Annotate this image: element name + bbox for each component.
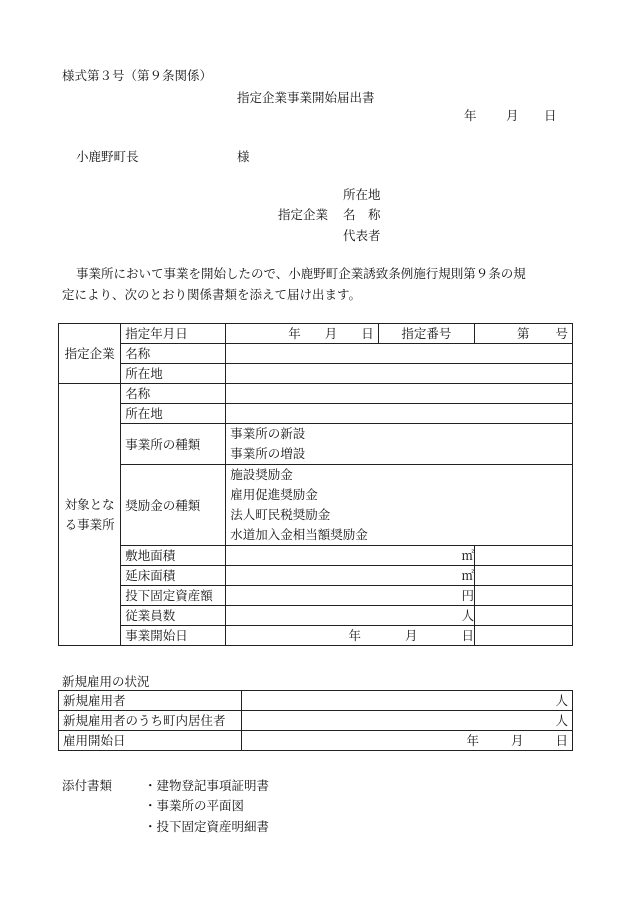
facility-name-label: 名称: [121, 384, 226, 404]
designation-no-value[interactable]: [475, 324, 573, 344]
employment-section-title: 新規雇用の状況: [62, 674, 150, 689]
dd-month: 月: [324, 326, 338, 341]
facility-address-value[interactable]: [226, 404, 573, 424]
fixed-assets-label: 投下固定資産額: [121, 586, 226, 606]
fixed-assets-unit: 円: [461, 588, 474, 603]
incentive-type-options: [226, 465, 573, 546]
fixed-assets-value[interactable]: [226, 586, 475, 606]
site-area-unit: ㎡: [461, 548, 474, 563]
company-name-value[interactable]: [226, 344, 573, 364]
no-suffix: 号: [555, 326, 568, 341]
employment-start-value[interactable]: [241, 731, 572, 751]
honorific: 様: [237, 149, 250, 164]
start-date-label: 事業開始日: [121, 626, 226, 646]
date-day: 日: [544, 108, 557, 123]
dd-day: 日: [361, 326, 374, 341]
date-month: 月: [506, 108, 519, 123]
start-month: 月: [404, 628, 418, 643]
employees-unit: 人: [461, 608, 474, 623]
floor-area-label: 延床面積: [121, 566, 226, 586]
new-hires-value[interactable]: [241, 691, 572, 711]
new-hires-unit: 人: [555, 693, 568, 708]
employees-value[interactable]: [226, 606, 475, 626]
start-date-extra: [475, 626, 573, 646]
start-year: 年: [348, 628, 361, 643]
incentive-option-water[interactable]: 水道加入金相当額奨励金: [230, 527, 368, 542]
attachment-item: ・建物登記事項証明書: [144, 778, 270, 793]
emp-year: 年: [466, 733, 479, 748]
no-prefix: 第: [517, 326, 530, 341]
business-type-label: 事業所の種類: [121, 424, 226, 465]
incentive-type-label: 奨励金の種類: [121, 465, 226, 546]
applicant-rep-label: 代表者: [343, 228, 381, 243]
site-area-extra: [475, 546, 573, 566]
employees-extra: [475, 606, 573, 626]
employment-start-label: 雇用開始日: [59, 731, 242, 751]
company-address-value[interactable]: [226, 364, 573, 384]
local-hires-unit: 人: [555, 713, 568, 728]
applicant-company-label: 指定企業: [278, 207, 329, 222]
facility-table: [58, 323, 573, 646]
incentive-option-employment[interactable]: 雇用促進奨励金: [230, 487, 318, 502]
business-option-new[interactable]: 事業所の新設: [230, 426, 306, 441]
body-line-2: 定により、次のとおり関係書類を添えて届け出ます。: [62, 287, 362, 302]
facility-group-line-2: る事業所: [64, 516, 115, 532]
applicant-name-label: 名 称: [343, 207, 381, 222]
company-name-label: 名称: [121, 344, 226, 364]
fixed-assets-extra: [475, 586, 573, 606]
employees-label: 従業員数: [121, 606, 226, 626]
addressee: 小鹿野町長: [76, 149, 139, 164]
floor-area-value[interactable]: [226, 566, 475, 586]
incentive-option-tax[interactable]: 法人町民税奨励金: [230, 507, 331, 522]
facility-name-value[interactable]: [226, 384, 573, 404]
attachment-item: ・事業所の平面図: [144, 798, 245, 813]
designated-date-label: 指定年月日: [121, 324, 226, 344]
floor-area-extra: [475, 566, 573, 586]
facility-address-label: 所在地: [121, 404, 226, 424]
employment-table: [58, 690, 573, 751]
start-day: 日: [461, 628, 474, 643]
local-hires-label: 新規雇用者のうち町内居住者: [59, 711, 242, 731]
business-type-options: [226, 424, 573, 465]
local-hires-value[interactable]: [241, 711, 572, 731]
date-year: 年: [464, 108, 477, 123]
start-date-value[interactable]: [226, 626, 475, 646]
site-area-value[interactable]: [226, 546, 475, 566]
document-title: 指定企業事業開始届出書: [237, 90, 375, 105]
company-group-label: 指定企業: [59, 324, 121, 384]
form-number: 様式第３号（第９条関係）: [62, 68, 213, 83]
emp-day: 日: [555, 733, 568, 748]
designated-date-value[interactable]: [226, 324, 379, 344]
site-area-label: 敷地面積: [121, 546, 226, 566]
designation-no-label: 指定番号: [378, 324, 474, 344]
floor-area-unit: ㎡: [461, 568, 474, 583]
company-address-label: 所在地: [121, 364, 226, 384]
business-option-expand[interactable]: 事業所の増設: [230, 446, 306, 461]
facility-group-label: [59, 384, 121, 646]
applicant-address-label: 所在地: [343, 187, 381, 202]
new-hires-label: 新規雇用者: [59, 691, 242, 711]
attachments-label: 添付書類: [62, 778, 113, 793]
body-line-1: 事業所において事業を開始したので、小鹿野町企業誘致条例施行規則第９条の規: [76, 266, 526, 281]
emp-month: 月: [510, 733, 524, 748]
dd-year: 年: [288, 326, 301, 341]
incentive-option-facility[interactable]: 施設奨励金: [230, 467, 293, 482]
facility-group-line-1: 対象とな: [64, 496, 115, 512]
attachment-item: ・投下固定資産明細書: [144, 819, 270, 834]
